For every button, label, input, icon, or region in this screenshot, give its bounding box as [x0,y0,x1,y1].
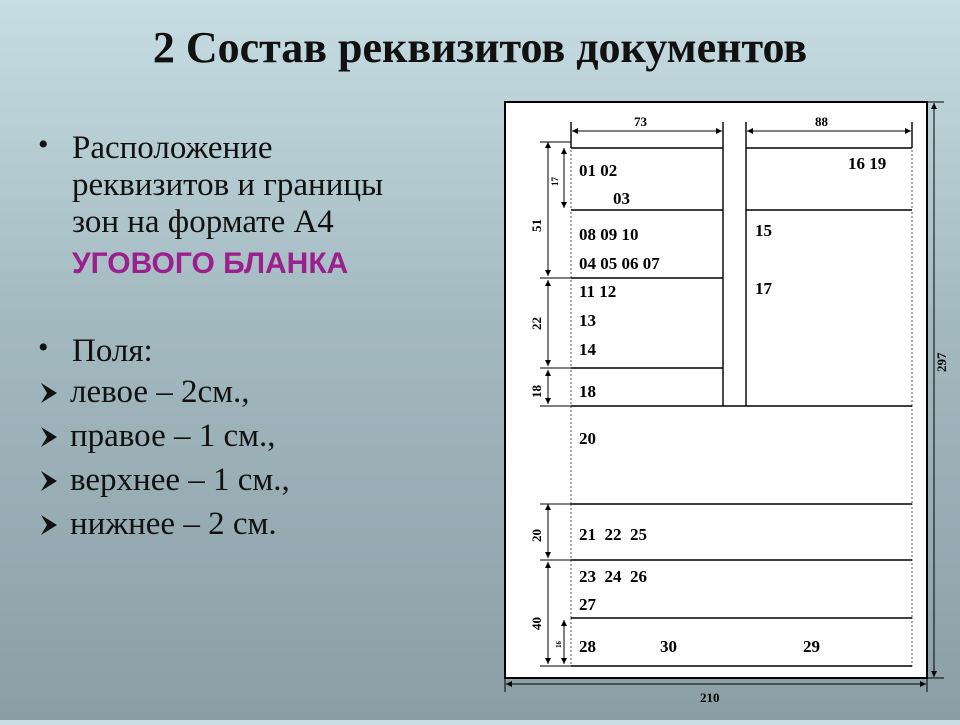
dim-label: 73 [634,114,647,129]
accent-text: УГОВОГО БЛАНКА [72,247,349,280]
dim-label: 51 [529,219,544,232]
dim-label: 88 [815,114,828,129]
arrow-bullet-icon [38,381,60,405]
zone-label: 11 12 [579,282,617,301]
fields-label: Поля: [72,333,153,369]
bullet-line: реквизитов и границы [72,167,384,203]
zone-label: 23 24 26 [579,567,647,586]
zone-label: 27 [579,595,596,614]
zone-label: 21 22 25 [579,525,647,544]
dim-label: 40 [529,617,544,630]
field-item: нижнее – 2 см. [38,506,277,543]
zone-label: 29 [803,637,820,656]
a4-layout-diagram [498,96,958,720]
bullet-fields [38,333,153,370]
bullet-location [38,130,383,282]
zone-label: 03 [613,189,630,208]
arrow-bullet-icon [38,425,60,449]
page-frame [505,102,927,678]
bullet-dot-icon: • [38,331,49,364]
field-item: левое – 2см., [38,374,250,411]
dim-label: 22 [529,317,544,330]
dim-label: 20 [529,529,544,542]
zone-label: 01 02 [579,161,618,180]
field-item: верхнее – 1 см., [38,462,290,499]
zone-label: 15 [755,221,772,240]
arrow-bullet-icon [38,469,60,493]
zone-label: 16 19 [848,154,887,173]
zone-label: 13 [579,311,596,330]
zone-label: 14 [579,340,596,359]
zone-label: 18 [579,382,596,401]
bullet-line: Расположение [72,130,273,166]
zone-label: 20 [579,429,596,448]
dim-label: 297 [934,352,949,372]
zone-label: 30 [660,637,677,656]
zone-label: 17 [755,279,772,298]
dim-label: 16 [555,641,563,648]
bullet-dot-icon: • [38,128,49,161]
field-item: правое – 1 см., [38,418,276,455]
zone-label: 28 [579,637,596,656]
slide-title: 2 Состав реквизитов документов [152,23,808,72]
dim-label: 18 [529,385,544,398]
arrow-bullet-icon [38,513,60,537]
bullet-line: зон на формате А4 [72,204,334,240]
dim-label: 210 [700,690,720,705]
zone-label: 04 05 06 07 [579,254,660,273]
zone-label: 08 09 10 [579,225,639,244]
dim-label: 17 [550,177,560,186]
